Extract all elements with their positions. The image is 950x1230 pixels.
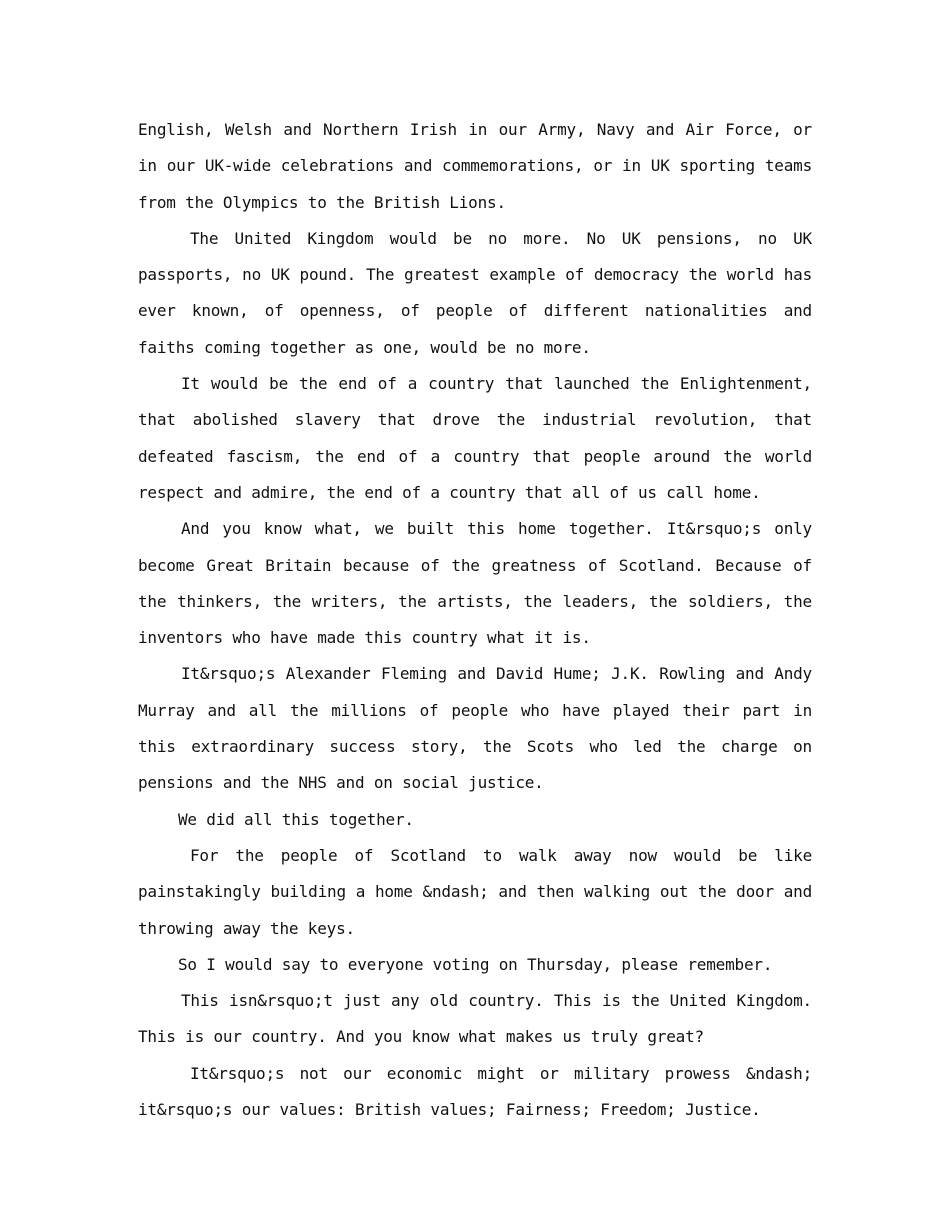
- paragraph-9: This isn&rsquo;t just any old country. This is the United Kingdom. This is our country. And you know what makes us truly great?: [138, 991, 812, 1047]
- paragraph-4: And you know what, we built this home together. It&rsquo;s only become Great Britain because of the greatness of Scotland. Because of the thinkers, the writers, the artists, the leaders, the soldiers, the inventors who have made this country what it is.: [138, 519, 812, 648]
- paragraph-5: It&rsquo;s Alexander Fleming and David Hume; J.K. Rowling and Andy Murray and all the millions of people who have played their part in this extraordinary success story, the Scots who led the charge on pensions and the NHS and on social justice.: [138, 664, 812, 793]
- paragraph-10: It&rsquo;s not our economic might or military prowess &ndash; it&rsquo;s our values: British values; Fairness; Freedom; Justice.: [138, 1063, 812, 1120]
- paragraph-7: For the people of Scotland to walk away now would be like painstakingly building a home &ndash; and then walking out the door and throwing away the keys.: [138, 845, 812, 938]
- document-body: [138, 112, 812, 1128]
- paragraph-2: The United Kingdom would be no more. No UK pensions, no UK passports, no UK pound. The greatest example of democracy the world has ever known, of openness, of people of different nationalities and faiths coming together as one, would be no more.: [138, 228, 812, 357]
- paragraph-6: We did all this together.: [178, 809, 414, 829]
- paragraph-1: English, Welsh and Northern Irish in our Army, Navy and Air Force, or in our UK-wide celebrations and commemorations, or in UK sporting teams from the Olympics to the British Lions.: [138, 120, 812, 212]
- paragraph-3: It would be the end of a country that launched the Enlightenment, that abolished slavery that drove the industrial revolution, that defeated fascism, the end of a country that people around the world respect and admire, the end of a country that all of us call home.: [138, 374, 812, 502]
- paragraph-8: So I would say to everyone voting on Thursday, please remember.: [178, 954, 773, 974]
